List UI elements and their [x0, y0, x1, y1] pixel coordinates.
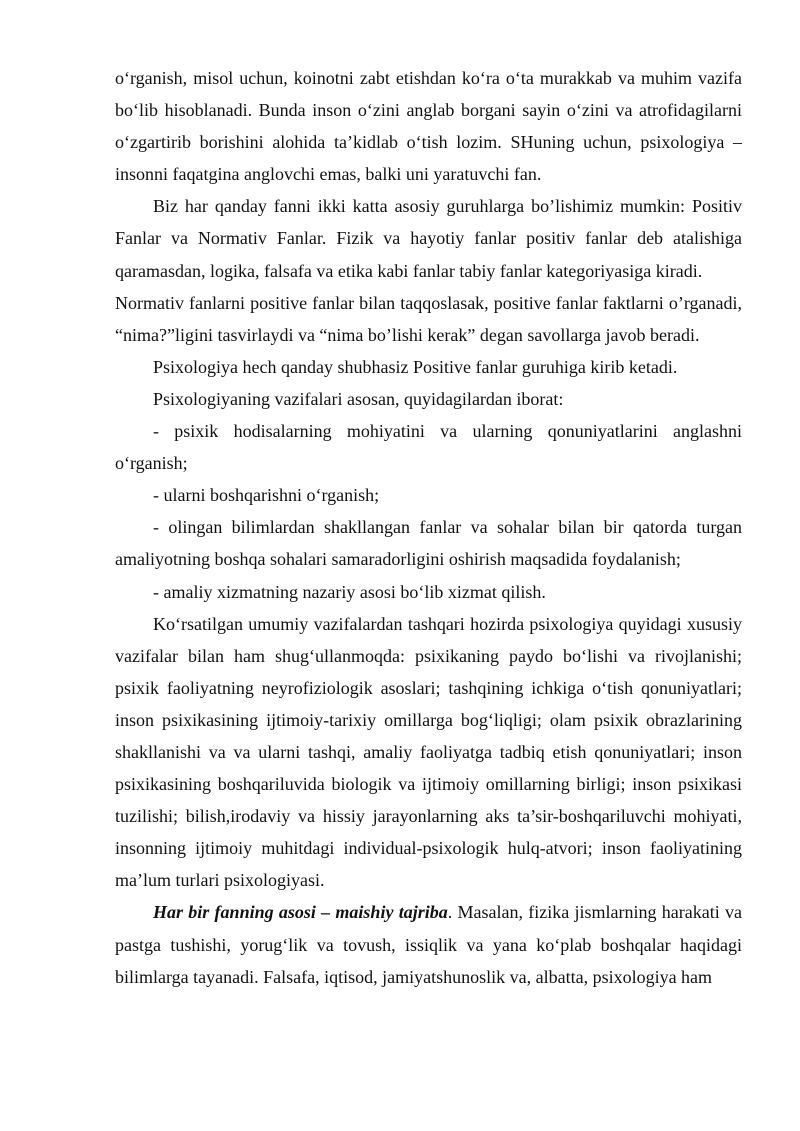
paragraph-psychology-positive: Psixologiya hech qanday shubhasiz Positive fanlar guruhiga kirib ketadi.: [153, 356, 678, 377]
paragraph-normative-comparison: Normativ fanlarni positive fanlar bilan taqqoslasak, positive fanlar faktlarni o’rganadi, “nima?”ligini tasvirlaydi va “nima bo’lishi kerak” degan savollarga javob beradi.: [115, 292, 742, 345]
emphasized-lead: Har bir fanning asosi – maishiy tajriba: [153, 902, 448, 923]
paragraph-science-groups: Biz har qanday fanni ikki katta asosiy guruhlarga bo’lishimiz mumkin: Positiv Fanlar va Normativ Fanlar. Fizik va hayotiy fanlar positiv fanlar deb atalishiga qaramasdan, logika, falsafa va etika kabi fanlar tabiy fanlar kategoriyasiga kiradi.: [115, 196, 742, 281]
list-item-task-3: - olingan bilimlardan shakllangan fanlar va sohalar bilan bir qatorda turgan amaliyotning boshqa sohalari samaradorligini oshirish maqsadida foydalanish;: [115, 517, 742, 570]
paragraph-specific-tasks: Ko‘rsatilgan umumiy vazifalardan tashqari hozirda psixologiya quyidagi xususiy vazifalar bilan ham shug‘ullanmoqda: psixikaning paydo bo‘lishi va rivojlanishi; psixik faoliyatning neyrofiziologik asoslari; tashqining ichkiga o‘tish qonuniyatlari; inson psixikasining ijtimoiy-tarixiy omillarga bog‘liqligi; olam psixik obrazlarining shakllanishi va va ularni tashqi, amaliy faoliyatga tadbiq etish qonuniyatlari; inson psixikasining boshqariluvida biologik va ijtimoiy omillarning birligi; inson psixikasi tuzilishi; bilish,irodaviy va hissiy jarayonlarning aks ta’sir-boshqariluvchi mohiyati, insonning ijtimoiy muhitdagi individual-psixologik hulq-atvori; inson faoliyatining ma’lum turlari psixologiyasi.: [115, 613, 742, 891]
list-item-task-2: - ularni boshqarishni o‘rganish;: [153, 485, 380, 506]
paragraph-tasks-intro: Psixologiyaning vazifalari asosan, quyidagilardan iborat:: [153, 388, 564, 409]
list-item-task-1: - psixik hodisalarning mohiyatini va ularning qonuniyatlarini anglashni o‘rganish;: [115, 421, 742, 474]
document-page: [115, 62, 742, 993]
paragraph-intro-continuation: o‘rganish, misol uchun, koinotni zabt etishdan ko‘ra o‘ta murakkab va muhim vazifa bo‘lib hisoblanadi. Bunda inson o‘zini anglab borgani sayin o‘zini va atrofidagilarni o‘zgartirib borishini alohida ta’kidlab o‘tish lozim. SHuning uchun, psixologiya – insonni faqatgina anglovchi emas, balki uni yaratuvchi fan.: [115, 68, 742, 185]
paragraph-body: . Masalan, fizika jismlarning harakati va pastga tushishi, yorug‘lik va tovush, issiqlik va yana ko‘plab boshqalar haqidagi bilimlarga tayanadi. Falsafa, iqtisod, jamiyatshunoslik va, albatta, psixologiya ham: [115, 902, 742, 987]
list-item-task-4: - amaliy xizmatning nazariy asosi bo‘lib xizmat qilish.: [153, 581, 546, 602]
paragraph-everyday-experience: [115, 896, 742, 992]
